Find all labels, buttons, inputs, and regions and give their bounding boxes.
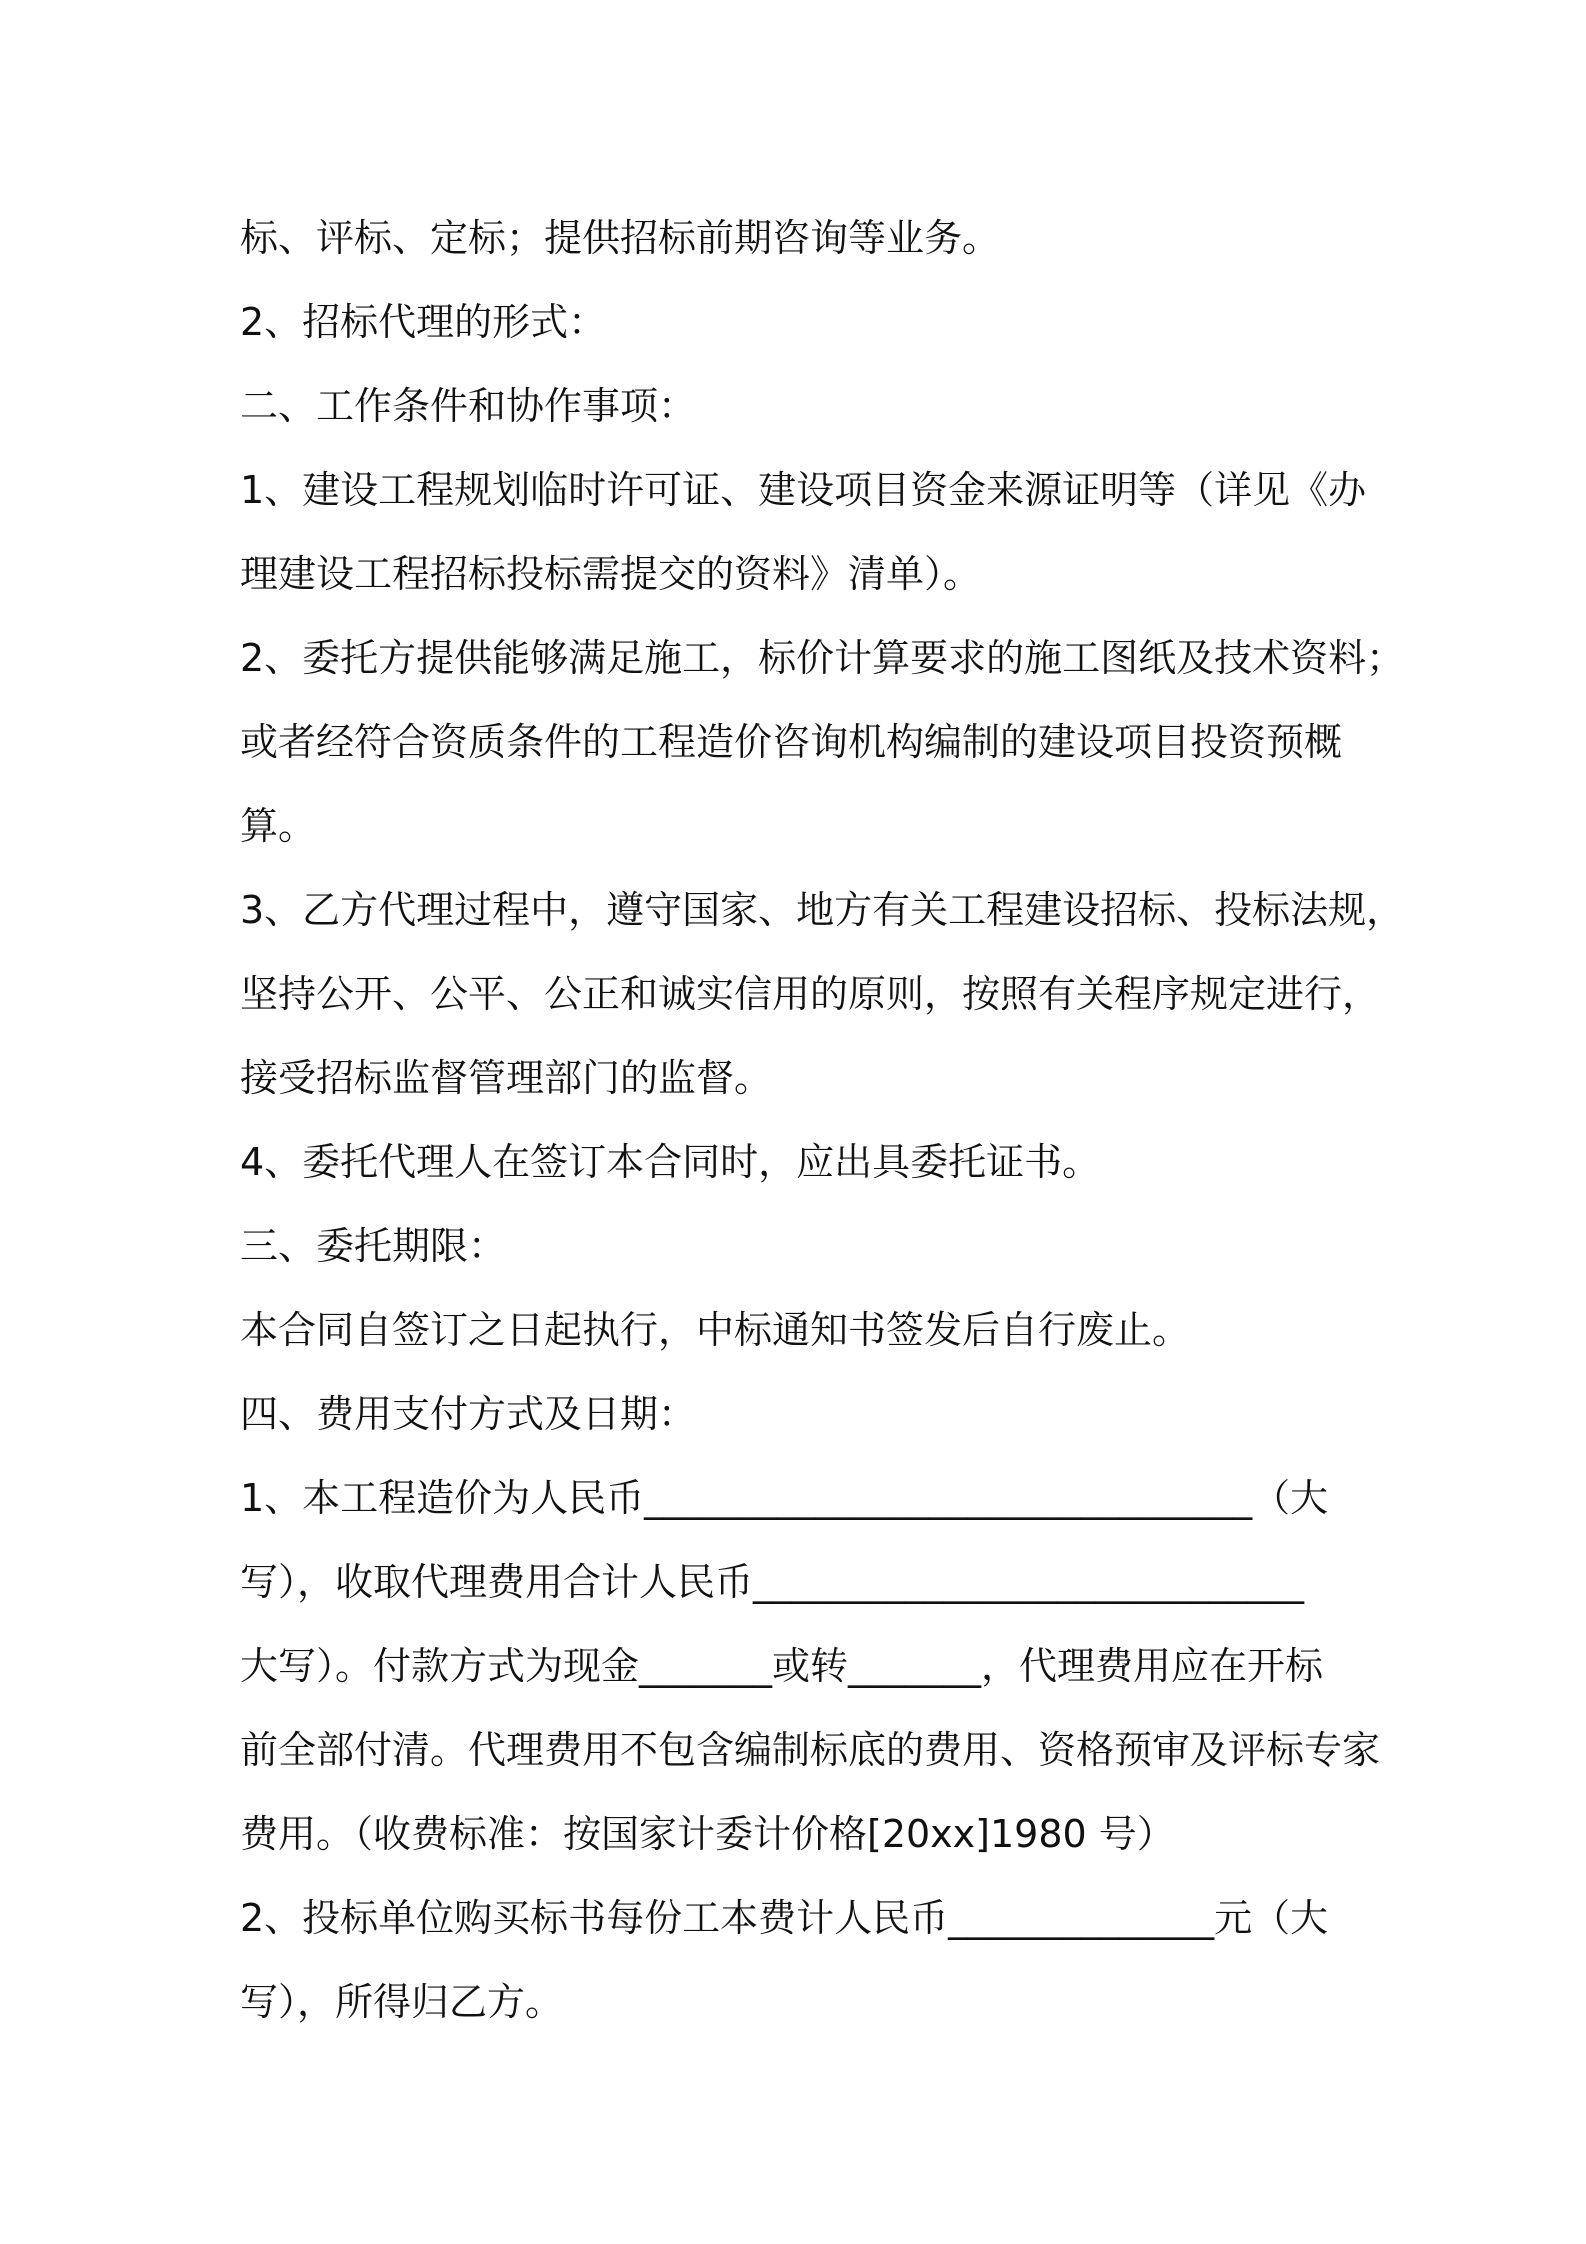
text-line-12: 4、委托代理人在签订本合同时，应出具委托证书。 <box>240 1140 1101 1184</box>
section-heading-4: 四、费用支付方式及日期： <box>240 1392 697 1436</box>
text-line-16: 1、本工程造价为人民币________________________________（大 <box>240 1476 1329 1520</box>
section-heading-3: 三、委托期限： <box>240 1224 507 1268</box>
document-body <box>240 196 1405 2044</box>
text-line-4: 1、建设工程规划临时许可证、建设项目资金来源证明等（详见《办 <box>240 468 1367 512</box>
text-line-19: 前全部付清。代理费用不包含编制标底的费用、资格预审及评标专家 <box>240 1728 1381 1772</box>
text-line-9: 3、乙方代理过程中，遵守国家、地方有关工程建设招标、投标法规， <box>240 888 1405 932</box>
text-line-5: 理建设工程招标投标需提交的资料》清单）。 <box>240 552 982 596</box>
text-line-7: 或者经符合资质条件的工程造价咨询机构编制的建设项目投资预概 <box>240 720 1343 764</box>
text-line-22: 写），所得归乙方。 <box>240 1980 564 2024</box>
text-line-8: 算。 <box>240 804 317 848</box>
text-line-1: 标、评标、定标；提供招标前期咨询等业务。 <box>240 216 1001 260</box>
text-line-11: 接受招标监督管理部门的监督。 <box>240 1056 773 1100</box>
text-line-18: 大写）。付款方式为现金_______或转_______，代理费用应在开标 <box>240 1644 1324 1688</box>
text-line-2: 2、招标代理的形式： <box>240 300 607 344</box>
text-line-20: 费用。（收费标准：按国家计委计价格[20xx]1980 号） <box>240 1812 1175 1856</box>
text-line-21: 2、投标单位购买标书每份工本费计人民币______________元（大 <box>240 1896 1329 1940</box>
text-line-14: 本合同自签订之日起执行，中标通知书签发后自行废止。 <box>240 1308 1191 1352</box>
text-line-17: 写），收取代理费用合计人民币_____________________________ <box>240 1560 1305 1604</box>
text-line-6: 2、委托方提供能够满足施工，标价计算要求的施工图纸及技术资料； <box>240 636 1405 680</box>
section-heading-2: 二、工作条件和协作事项： <box>240 384 697 428</box>
text-line-10: 坚持公开、公平、公正和诚实信用的原则，按照有关程序规定进行， <box>240 972 1381 1016</box>
